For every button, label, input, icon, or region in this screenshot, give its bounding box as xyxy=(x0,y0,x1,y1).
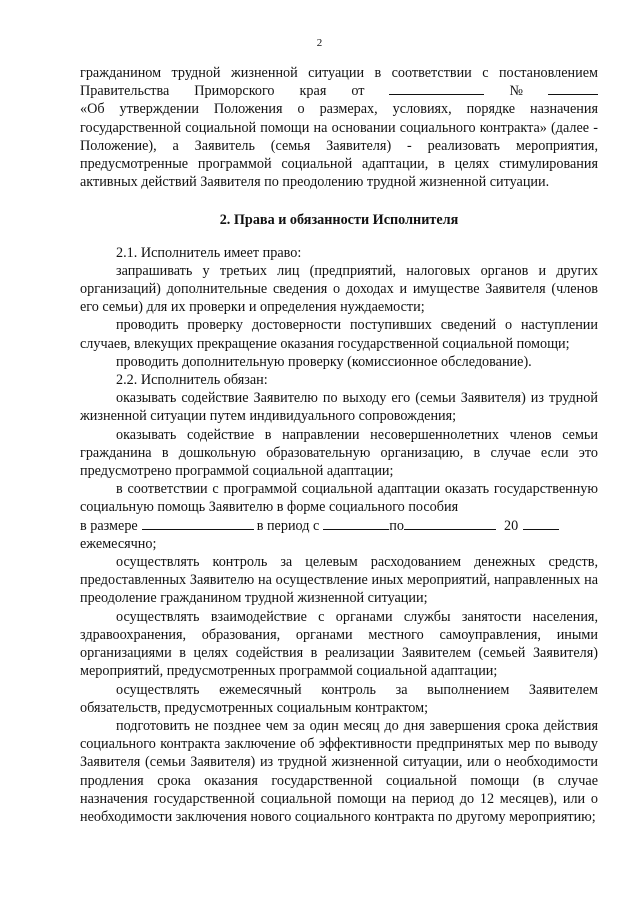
amount-blank xyxy=(142,517,254,530)
number-blank xyxy=(548,82,598,95)
duty-cooperation: осуществлять взаимодействие с органами службы занятости населения, здравоохранения, образования, органами местного самоуправления, иными организациями в целях содействия в реализации Заявителем (семьей Заявителя) мероприятий, предусмотренных программой социальной адаптации; xyxy=(80,608,598,680)
period-label: в период с xyxy=(256,517,320,534)
duty-assist-exit: оказывать содействие Заявителю по выходу его (семьи Заявителя) из трудной жизненной ситуации путем индивидуального сопровождения; xyxy=(80,390,598,425)
clause-2-1: 2.1. Исполнитель имеет право: xyxy=(116,244,302,261)
section-title: 2. Права и обязанности Исполнителя xyxy=(219,212,459,229)
duty-control-spending: осуществлять контроль за целевым расходованием денежных средств, предоставленных Заявителю на осуществление иных мероприятий, направленных на преодоление гражданином трудной жизненной ситуации; xyxy=(80,554,598,607)
to-label: по xyxy=(389,517,404,534)
document-body xyxy=(80,64,598,826)
intro-number-sign: № xyxy=(509,83,523,100)
year-label: 20 xyxy=(503,517,519,534)
intro-kray: края xyxy=(299,83,327,100)
right-additional-check: проводить дополнительную проверку (комиссионное обследование). xyxy=(116,353,532,370)
duty-preschool: оказывать содействие в направлении несовершеннолетних членов семьи гражданина в дошкольную образовательную организацию, в случае если это предусмотрено программой социальной адаптации; xyxy=(80,426,598,480)
clause-2-2: 2.2. Исполнитель обязан: xyxy=(116,372,268,389)
page-number: 2 xyxy=(316,37,323,49)
intro-rest: «Об утверждении Положения о размерах, условиях, порядке назначения государственной социальной помощи на основании социального контракта» (далее - Положение), а Заявитель (семья Заявителя) - реализовать мероприятия, предусмотренные программой социальной адаптации, в целях стимулирования активных действий Заявителя по преодолению трудной жизненной ситуации. xyxy=(80,101,598,191)
intro-line-1: гражданином трудной жизненной ситуации в соответствии с постановлением xyxy=(80,65,598,81)
year-blank xyxy=(523,517,559,530)
date-blank xyxy=(389,82,484,95)
right-verify-info: проводить проверку достоверности поступивших сведений о наступлении случаев, влекущих прекращение оказания государственной социальной помощи; xyxy=(80,317,598,352)
intro-from: от xyxy=(351,83,365,100)
duty-prepare-conclusion: подготовить не позднее чем за один месяц до дня завершения срока действия социального контракта заключение об эффективности предпринятых мер по выводу Заявителя (семьи Заявителя) из трудной жизненной ситуации, или о необходимости продления срока оказания государственной социальной помощи (в случае назначения государственной социальной помощи на период до 12 месяцев), или о необходимости заключения нового социального контракта по другому мероприятию; xyxy=(80,717,598,825)
intro-government: Правительства xyxy=(80,83,170,100)
period-end-blank xyxy=(404,517,496,530)
period-start-blank xyxy=(323,517,389,530)
right-request-info: запрашивать у третьих лиц (предприятий, налоговых органов и других организаций) дополнительные сведения о доходах и имуществе Заявителя (членов его семьи) для их проверки и определения нуждаемости; xyxy=(80,262,598,316)
amount-label: в размере xyxy=(80,517,138,534)
duty-monthly-control: осуществлять ежемесячный контроль за выполнением Заявителем обязательств, предусмотренных социальным контрактом; xyxy=(80,681,598,716)
intro-region: Приморского xyxy=(194,83,275,100)
duty-social-benefit: в соответствии с программой социальной адаптации оказать государственную социальную помощь Заявителю в форме социального пособия xyxy=(80,481,598,516)
benefit-amount-line xyxy=(80,517,598,535)
benefit-monthly: ежемесячно; xyxy=(80,535,157,552)
intro-line-2 xyxy=(80,82,598,100)
